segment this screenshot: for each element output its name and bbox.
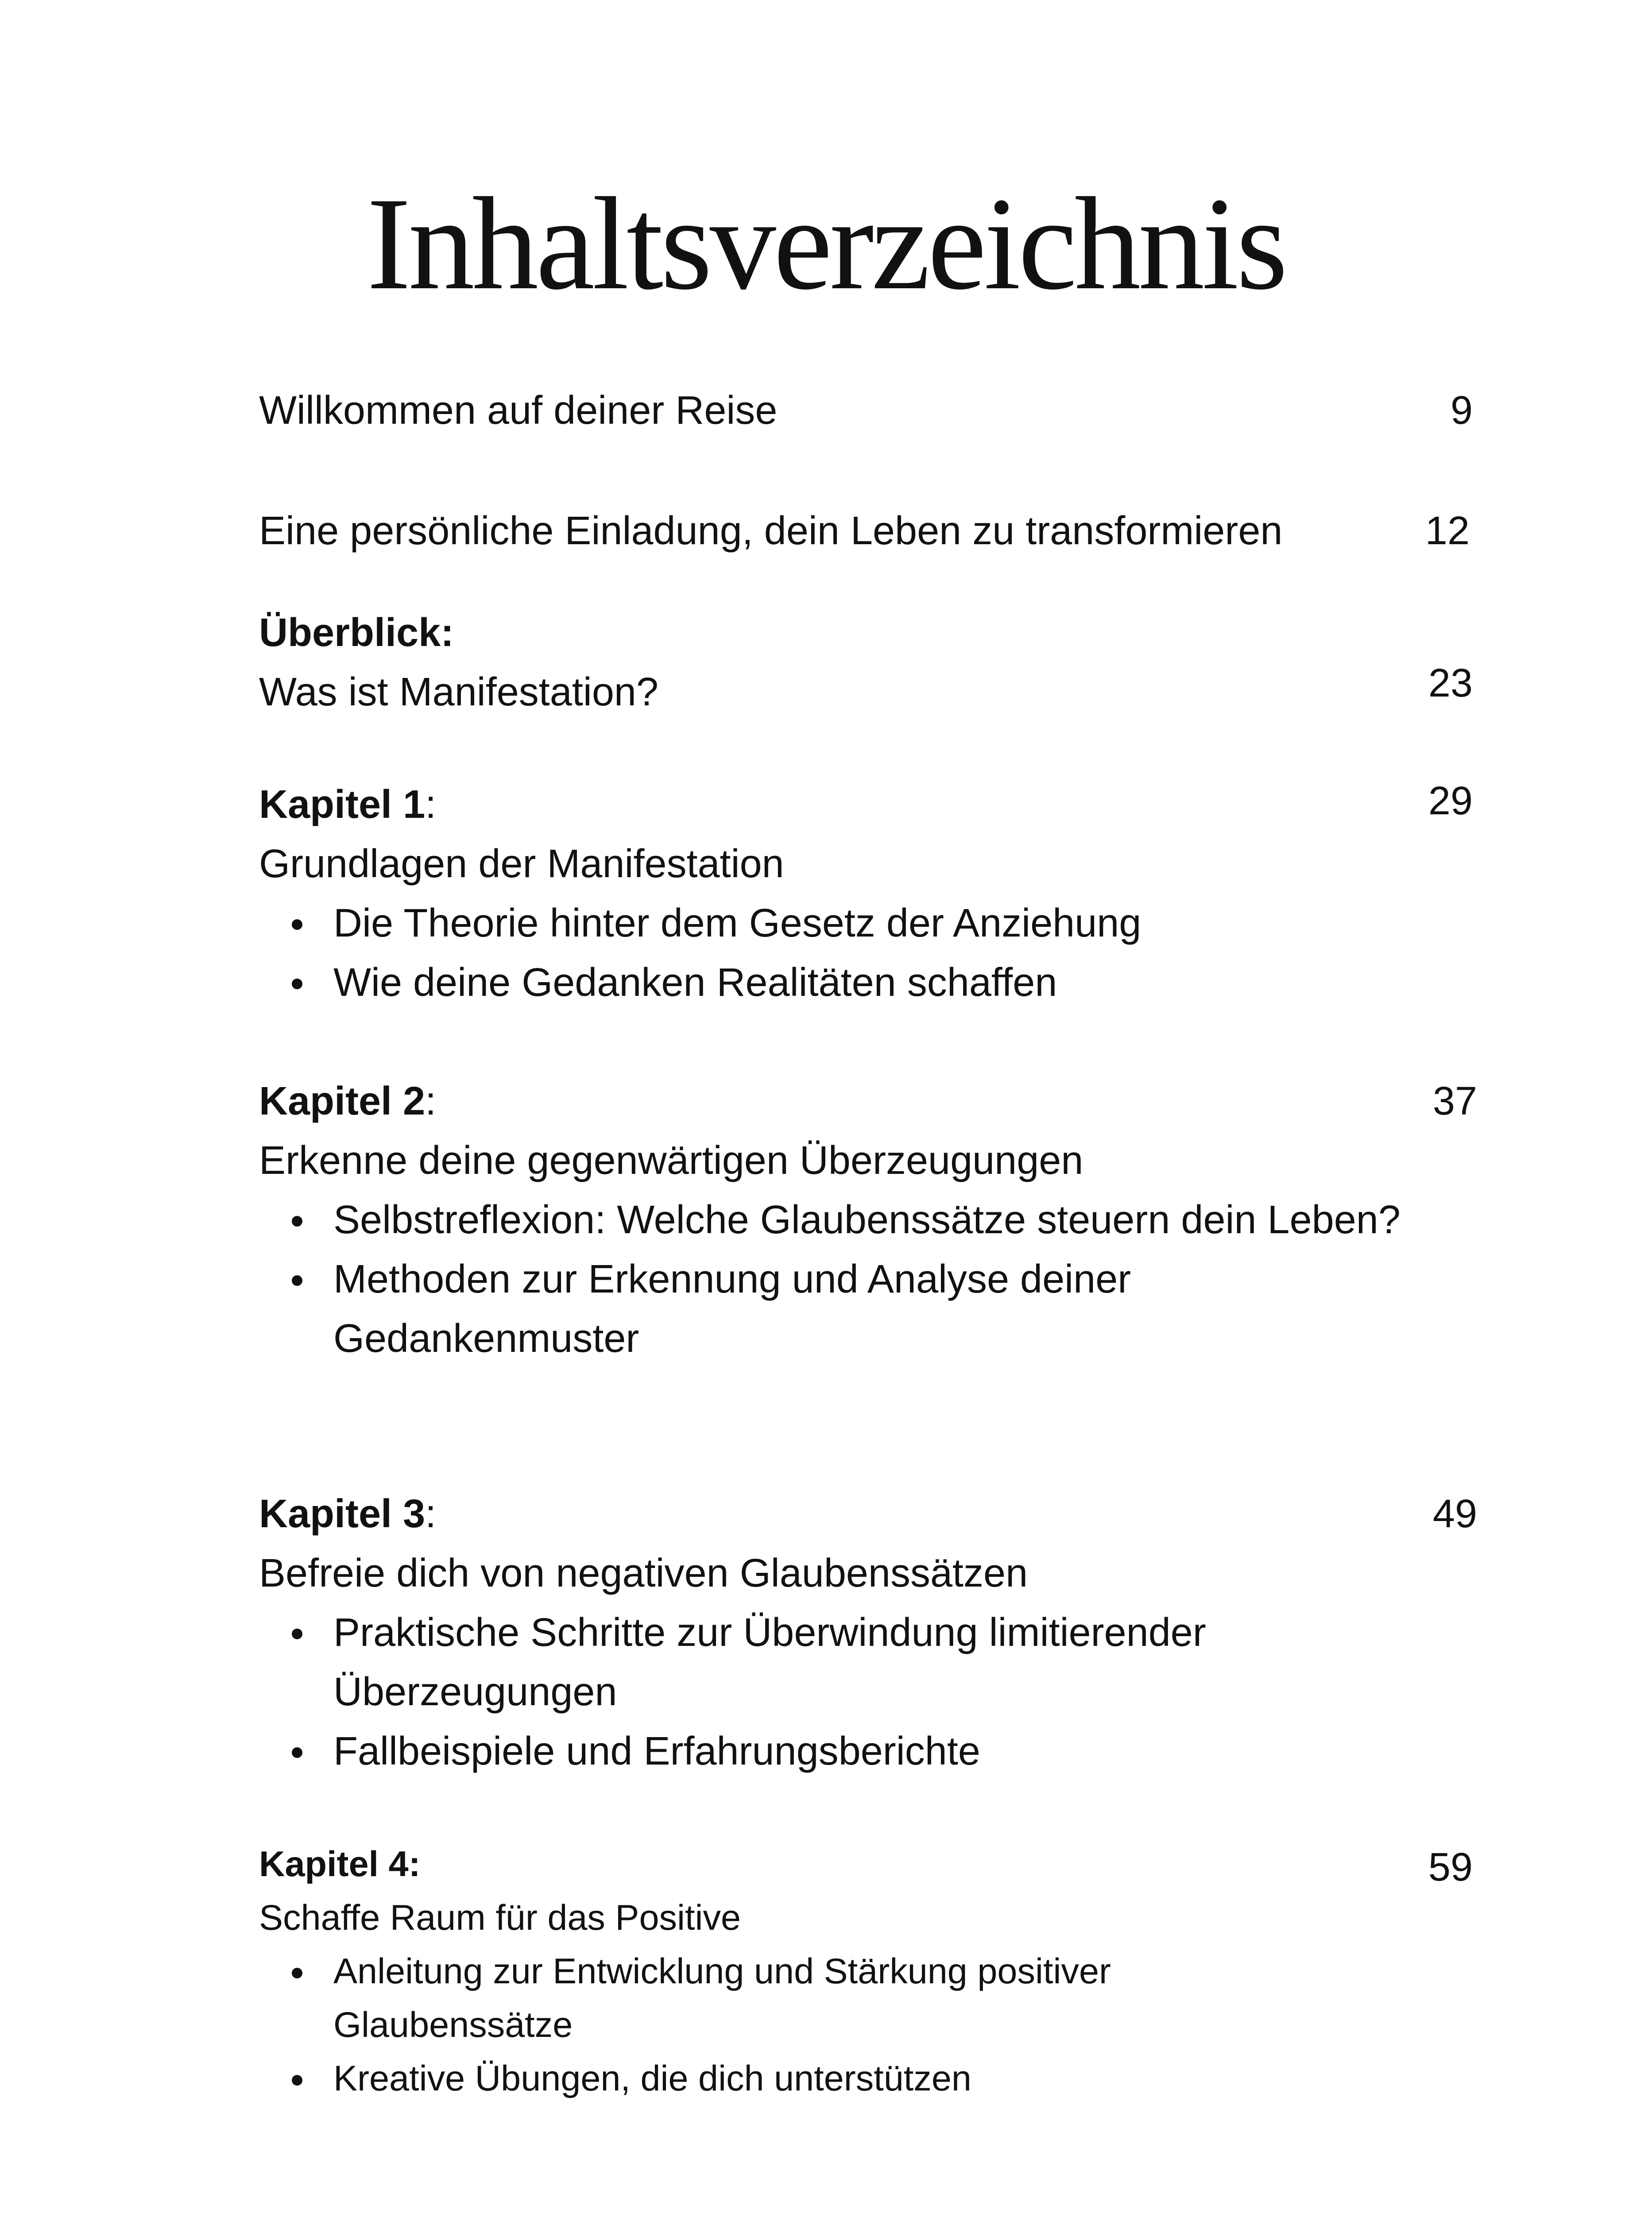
page-number: 23 [1428,661,1473,705]
chapter-label: Kapitel 4: [259,1844,421,1884]
page-number: 37 [1432,1079,1477,1123]
list-item: Kreative Übungen, die dich unterstützen [259,2052,1352,2106]
sub-topic-list [259,1945,1366,2106]
list-item: Wie deine Gedanken Realitäten schaffen [259,953,1477,1012]
list-item: Selbstreflexion: Welche Glaubenssätze steuern dein Leben? [259,1190,1418,1250]
toc-entry-chapter-4 [259,1838,1477,2106]
toc-entry-label: Überblick: [259,611,454,655]
toc-entry-chapter-1 [259,775,1477,1012]
chapter-label: Kapitel 3 [259,1492,426,1536]
sub-topic-list [259,1190,1401,1368]
toc-entry-overview [259,603,1477,722]
toc-entry-chapter-2 [259,1072,1477,1368]
sub-topic-list [259,1603,1375,1781]
toc-entry-chapter-3 [259,1484,1477,1781]
toc-entry-text: Befreie dich von negativen Glaubenssätzen [259,1551,1028,1595]
list-item: Praktische Schritte zur Überwindung limitierender Überzeugungen [259,1603,1396,1722]
chapter-label-colon: : [425,1492,437,1536]
page-number: 49 [1432,1492,1477,1536]
toc-entry-text: Erkenne deine gegenwärtigen Überzeugungen [259,1138,1083,1183]
chapter-label-colon: : [425,1079,437,1123]
page-number: 59 [1428,1845,1473,1889]
list-item: Methoden zur Erkennung und Analyse deiner Gedankenmuster [259,1250,1418,1368]
toc-entry-text: Schaffe Raum für das Positive [259,1898,741,1938]
page-number: 12 [1425,509,1470,553]
page-number: 29 [1428,779,1473,823]
chapter-label-colon: : [425,782,437,827]
sub-topic-list [259,894,1477,1012]
toc-entry-welcome [259,381,1477,440]
toc-entry-text: Eine persönliche Einladung, dein Leben zu transformieren [259,509,1283,553]
list-item: Fallbeispiele und Erfahrungsberichte [259,1722,1396,1781]
chapter-label: Kapitel 2 [259,1079,426,1123]
toc-entry-invitation [259,501,1477,561]
toc-entry-text: Was ist Manifestation? [259,670,659,714]
list-item: Die Theorie hinter dem Gesetz der Anziehung [259,894,1477,953]
page-number: 9 [1450,388,1473,433]
list-item: Anleitung zur Entwicklung und Stärkung positiver Glaubenssätze [259,1945,1352,2052]
chapter-label: Kapitel 1 [259,782,426,827]
page-title: Inhaltsverzeichnis [367,170,1285,317]
toc-entry-text: Grundlagen der Manifestation [259,842,784,886]
toc-entry-text: Willkommen auf deiner Reise [259,388,778,433]
